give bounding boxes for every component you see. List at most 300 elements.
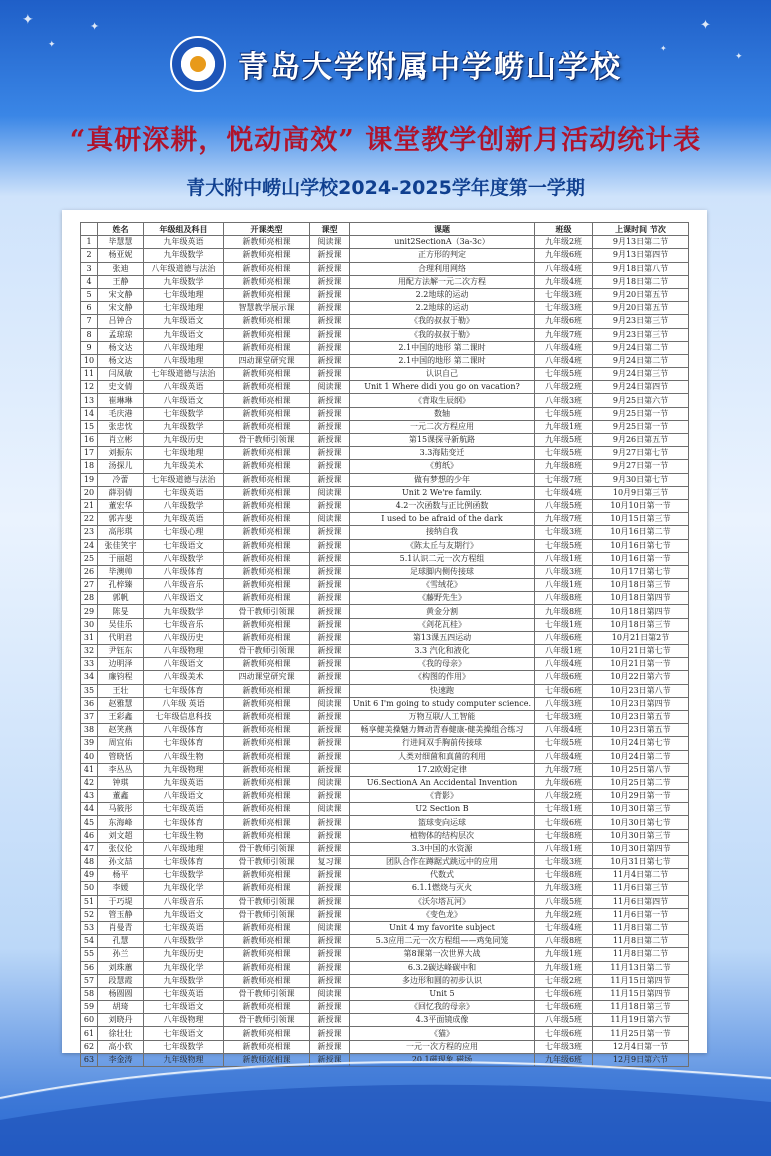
table-cell: 新教师亮相课 (224, 447, 310, 460)
table-cell: 10月29日第一节 (593, 790, 689, 803)
table-cell: 杨文达 (98, 341, 144, 354)
sparkle-icon: ✦ (48, 40, 56, 50)
table-cell: 四动课堂研究课 (224, 671, 310, 684)
table-cell: 八年级物理 (144, 1014, 224, 1027)
table-row (81, 842, 689, 855)
table-cell: 八年级语文 (144, 394, 224, 407)
table-cell: 10月23日第五节 (593, 724, 689, 737)
table-cell: 快速跑 (350, 684, 535, 697)
table-row (81, 829, 689, 842)
table-cell: 植物体的结构层次 (350, 829, 535, 842)
table-cell: 16 (81, 434, 98, 447)
table-row (81, 724, 689, 737)
table-cell: 七年级7班 (535, 473, 593, 486)
table-cell: 九年级数学 (144, 605, 224, 618)
table-row (81, 631, 689, 644)
table-cell: 李金涛 (98, 1053, 144, 1066)
table-cell: 八年级4班 (535, 354, 593, 367)
table-row (81, 763, 689, 776)
table-cell: 《剪纸》 (350, 460, 535, 473)
table-cell: 杨文达 (98, 354, 144, 367)
table-cell: 九年级2班 (535, 236, 593, 249)
table-cell: 新授课 (310, 882, 350, 895)
table-cell: 《我的叔叔于勒》 (350, 315, 535, 328)
table-cell: 八年级数学 (144, 552, 224, 565)
table-cell: 阅读课 (310, 776, 350, 789)
table-cell: Unit 1 Where didi you go on vacation? (350, 381, 535, 394)
table-cell: 郭卉斐 (98, 513, 144, 526)
table-cell: 新授课 (310, 631, 350, 644)
table-cell: 新教师亮相课 (224, 1027, 310, 1040)
table-cell: 54 (81, 935, 98, 948)
table-cell: 九年级7班 (535, 328, 593, 341)
table-row (81, 750, 689, 763)
table-cell: 九年级物理 (144, 1053, 224, 1066)
table-cell: 3 (81, 262, 98, 275)
table-cell: 57 (81, 974, 98, 987)
table-cell: 30 (81, 618, 98, 631)
table-cell: 七年级5班 (535, 407, 593, 420)
table-cell: 七年级6班 (535, 1001, 593, 1014)
table-cell: 九年级4班 (535, 275, 593, 288)
table-cell: 七年级道德与法治 (144, 473, 224, 486)
table-row (81, 974, 689, 987)
table-cell: 9月27日第七节 (593, 447, 689, 460)
table-row (81, 341, 689, 354)
table-cell: 七年级英语 (144, 921, 224, 934)
table-cell: 阅读课 (310, 513, 350, 526)
table-cell: 新授课 (310, 592, 350, 605)
table-cell: 七年级体育 (144, 816, 224, 829)
table-cell: 新教师亮相课 (224, 565, 310, 578)
sparkle-icon: ✦ (735, 52, 743, 62)
table-cell: 60 (81, 1014, 98, 1027)
table-cell: 9月20日第五节 (593, 288, 689, 301)
table-cell: 56 (81, 961, 98, 974)
table-cell: 新教师亮相课 (224, 275, 310, 288)
table-cell: 新授课 (310, 565, 350, 578)
table-row (81, 1001, 689, 1014)
table-cell: 新教师亮相课 (224, 816, 310, 829)
table-cell: 九年级6班 (535, 315, 593, 328)
table-cell: 3.3中国的水资源 (350, 842, 535, 855)
table-cell: 用配方法解一元二次方程 (350, 275, 535, 288)
table-cell: 62 (81, 1040, 98, 1053)
table-cell: 徐壮壮 (98, 1027, 144, 1040)
table-cell: 七年级2班 (535, 974, 593, 987)
table-row (81, 381, 689, 394)
table-cell: 新授课 (310, 275, 350, 288)
table-cell: 李丛丛 (98, 763, 144, 776)
table-cell: 正方形的判定 (350, 249, 535, 262)
table-cell: 七年级5班 (535, 368, 593, 381)
table-row (81, 790, 689, 803)
table-cell: 37 (81, 710, 98, 723)
table-cell: 10月23日第五节 (593, 710, 689, 723)
table-cell: 10月23日第四节 (593, 697, 689, 710)
table-cell: 9月18日第八节 (593, 262, 689, 275)
table-cell: 郭帆 (98, 592, 144, 605)
table-cell: 新授课 (310, 552, 350, 565)
table-cell: 24 (81, 539, 98, 552)
table-cell: 新教师亮相课 (224, 368, 310, 381)
table-cell: 9 (81, 341, 98, 354)
table-cell: 11月6日第三节 (593, 882, 689, 895)
table-cell: 新授课 (310, 368, 350, 381)
table-row (81, 407, 689, 420)
table-cell: 新教师亮相课 (224, 1001, 310, 1014)
table-cell: 2.2地球的运动 (350, 302, 535, 315)
table-cell: 刘珠蕙 (98, 961, 144, 974)
table-cell: 53 (81, 921, 98, 934)
table-cell: 阅读课 (310, 486, 350, 499)
table-cell: 尹钰东 (98, 645, 144, 658)
table-cell: 新授课 (310, 710, 350, 723)
table-cell: 新授课 (310, 671, 350, 684)
table-cell: 11月4日第二节 (593, 869, 689, 882)
table-cell: 七年级6班 (535, 987, 593, 1000)
table-cell: 董鑫 (98, 790, 144, 803)
table-cell: 新授课 (310, 407, 350, 420)
table-cell: 张迪 (98, 262, 144, 275)
table-cell: 七年级数学 (144, 1040, 224, 1053)
table-cell: 九年级1班 (535, 961, 593, 974)
table-cell: 毕澳帅 (98, 565, 144, 578)
table-cell: 41 (81, 763, 98, 776)
table-cell: 九年级语文 (144, 315, 224, 328)
table-row (81, 302, 689, 315)
table-row (81, 328, 689, 341)
table-cell: 13 (81, 394, 98, 407)
table-cell: 八年级5班 (535, 499, 593, 512)
table-cell: 八年级地理 (144, 341, 224, 354)
table-cell: 七年级语文 (144, 1001, 224, 1014)
table-cell: 新教师亮相课 (224, 710, 310, 723)
table-cell: 新授课 (310, 354, 350, 367)
table-cell: 七年级3班 (535, 856, 593, 869)
table-cell: 七年级1班 (535, 803, 593, 816)
table-cell: 9月23日第三节 (593, 328, 689, 341)
table-cell: 6.3.2碳达峰碳中和 (350, 961, 535, 974)
table-cell: 42 (81, 776, 98, 789)
table-row (81, 315, 689, 328)
table-cell: 新教师亮相课 (224, 315, 310, 328)
table-cell: 10月25日第二节 (593, 776, 689, 789)
table-cell: 《背影》 (350, 790, 535, 803)
table-cell: 九年级6班 (535, 249, 593, 262)
table-cell: 人类对细菌和真菌的利用 (350, 750, 535, 763)
table-cell: 新教师亮相课 (224, 974, 310, 987)
table-cell: 八年级语文 (144, 658, 224, 671)
table-cell: 新教师亮相课 (224, 697, 310, 710)
table-cell: 9月24日第二节 (593, 354, 689, 367)
table-cell: 七年级体育 (144, 737, 224, 750)
table-cell: 七年级5班 (535, 447, 593, 460)
table-cell: 杨圆圆 (98, 987, 144, 1000)
table-cell: 七年级8班 (535, 829, 593, 842)
table-row (81, 895, 689, 908)
table-cell: 陈旻 (98, 605, 144, 618)
table-cell: 阅读课 (310, 987, 350, 1000)
table-cell: 11月25日第一节 (593, 1027, 689, 1040)
table-cell: 9月25日第一节 (593, 407, 689, 420)
table-cell: 新教师亮相课 (224, 869, 310, 882)
table-cell: 九年级8班 (535, 605, 593, 618)
table-cell: 九年级英语 (144, 513, 224, 526)
table-cell: 26 (81, 565, 98, 578)
table-cell: 新教师亮相课 (224, 1053, 310, 1066)
table-cell: 新授课 (310, 1001, 350, 1014)
table-cell: 畅享健美操魅力舞动青春健康-健美操组合练习 (350, 724, 535, 737)
table-cell: 七年级音乐 (144, 618, 224, 631)
table-cell: 七年级1班 (535, 618, 593, 631)
table-cell: 高彤琪 (98, 526, 144, 539)
column-header: 开课类型 (224, 223, 310, 236)
table-row (81, 882, 689, 895)
table-cell: 29 (81, 605, 98, 618)
table-cell: 9月20日第五节 (593, 302, 689, 315)
table-cell: 九年级语文 (144, 908, 224, 921)
table-cell: 九年级历史 (144, 948, 224, 961)
activity-table (80, 222, 689, 1067)
table-cell: 新教师亮相课 (224, 750, 310, 763)
table-cell: 11月15日第四节 (593, 974, 689, 987)
table-cell: 新授课 (310, 658, 350, 671)
table-cell: 孔慧 (98, 935, 144, 948)
table-cell: 10月18日第三节 (593, 618, 689, 631)
table-cell: 新授课 (310, 1040, 350, 1053)
table-cell: 八年级物理 (144, 645, 224, 658)
table-cell: 九年级英语 (144, 776, 224, 789)
table-cell: 17.2欧姆定律 (350, 763, 535, 776)
table-cell: 张忠忱 (98, 420, 144, 433)
table-cell: 新教师亮相课 (224, 381, 310, 394)
table-cell: 10月30日第四节 (593, 842, 689, 855)
table-row (81, 776, 689, 789)
table-cell: 七年级数学 (144, 869, 224, 882)
table-cell: 新教师亮相课 (224, 790, 310, 803)
table-cell: 新授课 (310, 816, 350, 829)
table-cell: 七年级体育 (144, 684, 224, 697)
table-row (81, 816, 689, 829)
table-cell: 数轴 (350, 407, 535, 420)
table-cell: 八年级地理 (144, 354, 224, 367)
table-cell: 9月26日第五节 (593, 434, 689, 447)
table-row (81, 869, 689, 882)
table-cell: 刘文超 (98, 829, 144, 842)
table-cell: 63 (81, 1053, 98, 1066)
table-cell: 八年级地理 (144, 842, 224, 855)
table-cell: 10月18日第三节 (593, 579, 689, 592)
table-cell: 九年级6班 (535, 1053, 593, 1066)
table-cell: 28 (81, 592, 98, 605)
table-cell: 9月24日第四节 (593, 381, 689, 394)
table-cell: 九年级数学 (144, 420, 224, 433)
table-cell: 新教师亮相课 (224, 539, 310, 552)
table-cell: 八年级数学 (144, 935, 224, 948)
table-cell: 新教师亮相课 (224, 776, 310, 789)
table-cell: 11月19日第六节 (593, 1014, 689, 1027)
sparkle-icon: ✦ (90, 20, 100, 33)
table-cell: 47 (81, 842, 98, 855)
table-cell: 九年级3班 (535, 882, 593, 895)
table-cell: 新教师亮相课 (224, 486, 310, 499)
table-cell: 八年级5班 (535, 1014, 593, 1027)
table-cell: 七年级3班 (535, 1040, 593, 1053)
table-cell: 一元二次方程应用 (350, 420, 535, 433)
table-cell: 骨干教师引领课 (224, 645, 310, 658)
table-cell: 10 (81, 354, 98, 367)
school-logo (170, 36, 226, 92)
table-cell: 九年级5班 (535, 434, 593, 447)
table-cell: 多边形和圆的初步认识 (350, 974, 535, 987)
table-cell: 10月30日第三节 (593, 803, 689, 816)
table-cell: 七年级6班 (535, 816, 593, 829)
school-header (170, 33, 622, 95)
table-cell: 新授课 (310, 262, 350, 275)
table-cell: 阅读课 (310, 921, 350, 934)
table-cell: 55 (81, 948, 98, 961)
table-cell: 九年级7班 (535, 513, 593, 526)
table-cell: 4.2一次函数与正比例函数 (350, 499, 535, 512)
table-cell: 9月30日第七节 (593, 473, 689, 486)
table-cell: 新教师亮相课 (224, 460, 310, 473)
table-cell: 新教师亮相课 (224, 948, 310, 961)
table-cell: 管玉静 (98, 908, 144, 921)
table-cell: 新授课 (310, 315, 350, 328)
table-row (81, 513, 689, 526)
table-cell: 新授课 (310, 908, 350, 921)
table-row (81, 552, 689, 565)
table-cell: 11月6日第一节 (593, 908, 689, 921)
table-cell: 10月18日第四节 (593, 605, 689, 618)
table-row (81, 262, 689, 275)
table-cell: 八年级语文 (144, 592, 224, 605)
table-cell: 行进间双手胸前传接球 (350, 737, 535, 750)
table-cell: 新授课 (310, 790, 350, 803)
table-cell: 七年级3班 (535, 526, 593, 539)
table-cell: 3.3海陆变迁 (350, 447, 535, 460)
table-cell: 2.1中国的地形 第二课时 (350, 341, 535, 354)
table-cell: 23 (81, 526, 98, 539)
table-cell: 七年级3班 (535, 302, 593, 315)
table-cell: 赵雅慧 (98, 697, 144, 710)
table-cell: 新授课 (310, 288, 350, 301)
table-cell: 新授课 (310, 328, 350, 341)
table-cell: 新授课 (310, 645, 350, 658)
table-cell: 九年级2班 (535, 908, 593, 921)
table-row (81, 948, 689, 961)
table-cell: 九年级数学 (144, 249, 224, 262)
table-cell: 34 (81, 671, 98, 684)
table-cell: 刘晓丹 (98, 1014, 144, 1027)
table-cell: 《剑花瓦桂》 (350, 618, 535, 631)
table-cell: 董宏华 (98, 499, 144, 512)
decorative-wave (0, 1040, 771, 1156)
table-cell: 《变色龙》 (350, 908, 535, 921)
table-cell: 阅读课 (310, 803, 350, 816)
table-cell: 新教师亮相课 (224, 341, 310, 354)
banner-title: “真研深耕，悦动高效” 课堂教学创新月活动统计表 (69, 125, 702, 156)
table-row (81, 420, 689, 433)
table-cell: 骨干教师引领课 (224, 987, 310, 1000)
table-row (81, 605, 689, 618)
table-cell: 32 (81, 645, 98, 658)
table-cell: 孟琼琼 (98, 328, 144, 341)
table-row (81, 908, 689, 921)
table-cell: 25 (81, 552, 98, 565)
table-cell: 《回忆我的母亲》 (350, 1001, 535, 1014)
column-header: 姓名 (98, 223, 144, 236)
table-cell: 新教师亮相课 (224, 658, 310, 671)
table-cell: 万物互联/人工智能 (350, 710, 535, 723)
table-row (81, 1027, 689, 1040)
table-cell: 七年级信息科技 (144, 710, 224, 723)
table-cell: 于丽超 (98, 552, 144, 565)
table-cell: 新教师亮相课 (224, 236, 310, 249)
table-cell: 新教师亮相课 (224, 526, 310, 539)
table-cell: 智慧教学展示课 (224, 302, 310, 315)
column-header: 上课时间 节次 (593, 223, 689, 236)
table-row (81, 658, 689, 671)
table-cell: 七年级6班 (535, 684, 593, 697)
table-cell: 七年级地理 (144, 447, 224, 460)
table-cell: 九年级物理 (144, 763, 224, 776)
table-cell: 新授课 (310, 724, 350, 737)
table-cell: 新授课 (310, 1027, 350, 1040)
table-cell: 宋文静 (98, 288, 144, 301)
table-cell: 七年级生物 (144, 829, 224, 842)
table-cell: 6.1.1燃烧与灭火 (350, 882, 535, 895)
table-cell: 新教师亮相课 (224, 618, 310, 631)
table-row (81, 935, 689, 948)
table-cell: 新教师亮相课 (224, 262, 310, 275)
table-cell: 2.1中国的地形 第二课时 (350, 354, 535, 367)
table-cell: 毕慧慧 (98, 236, 144, 249)
table-cell: 八年级3班 (535, 697, 593, 710)
table-cell: 《我的母亲》 (350, 658, 535, 671)
table-cell: 36 (81, 697, 98, 710)
table-cell: 新教师亮相课 (224, 407, 310, 420)
table-cell: 七年级语文 (144, 1027, 224, 1040)
table-cell: 八年级6班 (535, 631, 593, 644)
table-row (81, 856, 689, 869)
table-cell: 10月24日第二节 (593, 750, 689, 763)
table-cell: 10月31日第七节 (593, 856, 689, 869)
table-cell: 10月23日第八节 (593, 684, 689, 697)
table-row (81, 434, 689, 447)
table-cell: 31 (81, 631, 98, 644)
table-cell: 东海峰 (98, 816, 144, 829)
column-header (81, 223, 98, 236)
table-cell: 新授课 (310, 763, 350, 776)
table-cell: 新教师亮相课 (224, 394, 310, 407)
table-cell: 19 (81, 473, 98, 486)
table-cell: 一元一次方程的应用 (350, 1040, 535, 1053)
table-row (81, 684, 689, 697)
term-title: 青大附中崂山学校2024-2025学年度第一学期 (186, 177, 585, 199)
table-cell: 1 (81, 236, 98, 249)
table-cell: 新教师亮相课 (224, 1040, 310, 1053)
table-cell: 21 (81, 499, 98, 512)
table-row (81, 697, 689, 710)
table-cell: 新授课 (310, 1053, 350, 1066)
table-cell: 七年级5班 (535, 539, 593, 552)
table-cell: 11月8日第二节 (593, 935, 689, 948)
table-cell: 七年级英语 (144, 486, 224, 499)
table-cell: 第15课探寻新航路 (350, 434, 535, 447)
table-cell: 冷蕾 (98, 473, 144, 486)
